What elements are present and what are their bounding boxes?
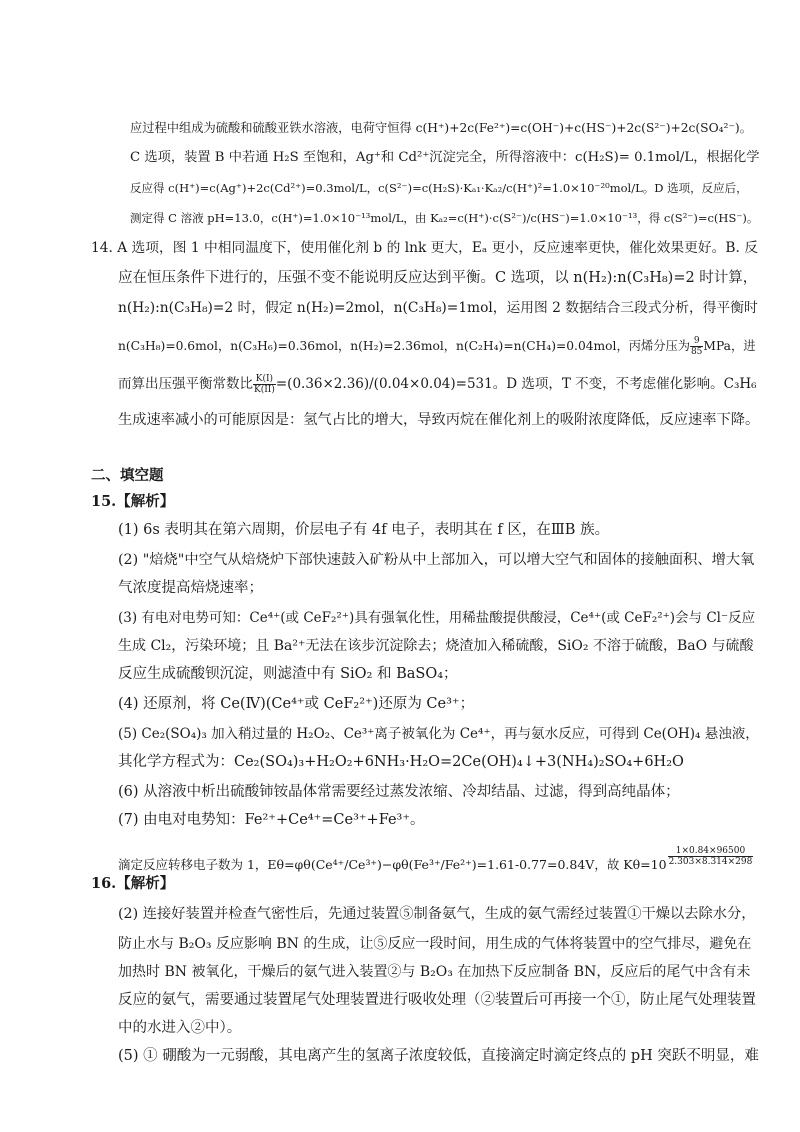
text-line: 气浓度提高焙烧速率；	[118, 580, 263, 596]
text-line: 应过程中组成为硫酸和硫酸亚铁水溶液，电荷守恒得 c(H⁺)+2c(Fe²⁺)=c(OH⁻)+c(HS⁻)+2c(S²⁻)+2c(SO₄²⁻)。	[130, 121, 752, 135]
fraction-denominator: 2.303×8.314×298	[668, 857, 753, 867]
text-line: 应在恒压条件下进行的，压强不变不能说明反应达到平衡。C 选项，以 n(H₂):n(C₃H₈)=2 时计算，	[118, 270, 758, 286]
text-segment: 滴定反应转移电子数为 1，Eθ=φθ(Ce⁴⁺/Ce³⁺)−φθ(Fe³⁺/Fe²⁺)=1.61-0.77=0.84V，故 Kθ=10	[118, 857, 667, 873]
text-line: 加热时 BN 被氧化，干燥后的氨气进入装置②与 B₂O₃ 在加热下反应制备 BN，反应后的尾气中含有未	[118, 964, 751, 980]
text-line	[118, 336, 755, 357]
fraction-denominator: K(II)	[254, 385, 275, 395]
text-line: 反应生成硫酸钡沉淀，则滤渣中有 SiO₂ 和 BaSO₄；	[118, 666, 458, 682]
text-line: (2) "焙烧"中空气从焙烧炉下部快速鼓入矿粉从中上部加入，可以增大空气和固体的接触面积、增大氧	[118, 552, 755, 568]
fraction-numerator: K(I)	[253, 374, 276, 385]
text-line: 反应得 c(H⁺)=c(Ag⁺)+2c(Cd²⁺)=0.3mol/L，c(S²⁻)=c(H₂S)·Kₐ₁·Kₐ₂/c(H⁺)²=1.0×10⁻²⁰mol/L。D 选项，反应后，	[130, 181, 748, 195]
text-line: n(H₂):n(C₃H₈)=2 时，假定 n(H₂)=2mol，n(C₃H₈)=1mol，运用图 2 数据结合三段式分析，得平衡时	[118, 300, 758, 316]
text-line: 反应的氨气，需要通过装置尾气处理装置进行吸收处理（②装置后可再接一个①，防止尾气处理装置	[118, 992, 756, 1008]
exponent-fraction	[668, 846, 754, 867]
k-ratio-fraction	[253, 374, 276, 395]
text-line: (5) ① 硼酸为一元弱酸，其电离产生的氢离子浓度较低，直接滴定时滴定终点的 pH 突跃不明显，难	[118, 1048, 759, 1064]
text-line: 生成 Cl₂，污染环境；且 Ba²⁺无法在该步沉淀除去；烧渣加入稀硫酸，SiO₂ 不溶于硫酸，BaO 与硫酸	[118, 638, 754, 654]
section-heading: 二、填空题	[91, 467, 164, 484]
text-line: C 选项，装置 B 中若通 H₂S 至饱和，Ag⁺和 Cd²⁺沉淀完全，所得溶液中：c(H₂S)= 0.1mol/L，根据化学	[130, 150, 760, 165]
text-segment: =(0.36×2.36)/(0.04×0.04)=531。D 选项，T 不变，不考虑催化影响。C₃H₆	[275, 376, 757, 392]
pressure-fraction	[690, 336, 703, 357]
fraction-numerator: 9	[690, 336, 703, 347]
text-segment: MPa，进	[703, 339, 756, 353]
question-16-heading: 16.【解析】	[91, 875, 175, 892]
text-segment: n(C₃H₈)=0.6mol，n(C₃H₆)=0.36mol，n(H₂)=2.36mol，n(C₂H₄)=n(CH₄)=0.04mol，丙烯分压为	[118, 339, 690, 353]
fraction-denominator: 85	[690, 347, 703, 357]
question-15-heading: 15.【解析】	[91, 493, 175, 510]
text-segment: 而算出压强平衡常数比	[118, 376, 253, 392]
fraction-numerator: 1×0.84×96500	[668, 846, 754, 857]
text-line: 生成速率减小的可能原因是：氢气占比的增大，导致丙烷在催化剂上的吸附浓度降低，反应速率下降。	[118, 412, 760, 428]
text-line: 测定得 C 溶液 pH=13.0，c(H⁺)=1.0×10⁻¹³mol/L，由 Kₐ₂=c(H⁺)·c(S²⁻)/c(HS⁻)=1.0×10⁻¹³，得 c(S²⁻)=c(HS⁻)。	[130, 211, 759, 225]
text-line	[118, 374, 757, 395]
question-14-line: 14. A 选项，图 1 中相同温度下，使用催化剂 b 的 lnk 更大，Eₐ 更小，反应速率更快，催化效果更好。B. 反	[91, 240, 758, 256]
text-line: (5) Ce₂(SO₄)₃ 加入稍过量的 H₂O₂、Ce³⁺离子被氧化为 Ce⁴⁺，再与氨水反应，可得到 Ce(OH)₄ 悬浊液，	[118, 726, 759, 742]
text-line: 其化学方程式为：Ce₂(SO₄)₃+H₂O₂+6NH₃·H₂O=2Ce(OH)₄↓+3(NH₄)₂SO₄+6H₂O	[118, 754, 684, 770]
text-line: 防止水与 B₂O₃ 反应影响 BN 的生成，让⑤反应一段时间，用生成的气体将装置中的空气排尽，避免在	[118, 936, 752, 952]
text-line: (1) 6s 表明其在第六周期，价层电子有 4f 电子，表明其在 f 区，在ⅢB 族。	[118, 522, 610, 538]
text-line: 中的水进入②中）。	[118, 1020, 242, 1036]
text-line: (7) 由电对电势知：Fe²⁺+Ce⁴⁺=Ce³⁺+Fe³⁺。	[118, 812, 425, 828]
text-line: (6) 从溶液中析出硫酸铈铵晶体常需要经过蒸发浓缩、冷却结晶、过滤，得到高纯晶体；	[118, 784, 680, 800]
text-line	[118, 846, 753, 875]
text-line: (3) 有电对电势可知：Ce⁴⁺(或 CeF₂²⁺)具有强氧化性，用稀盐酸提供酸浸，Ce⁴⁺(或 CeF₂²⁺)会与 Cl⁻反应	[118, 610, 756, 626]
text-line: (4) 还原剂，将 Ce(Ⅳ)(Ce⁴⁺或 CeF₂²⁺)还原为 Ce³⁺；	[118, 696, 475, 712]
text-line: (2) 连接好装置并检查气密性后，先通过装置⑤制备氨气，生成的氨气需经过装置①干燥以去除水分，	[118, 906, 756, 922]
